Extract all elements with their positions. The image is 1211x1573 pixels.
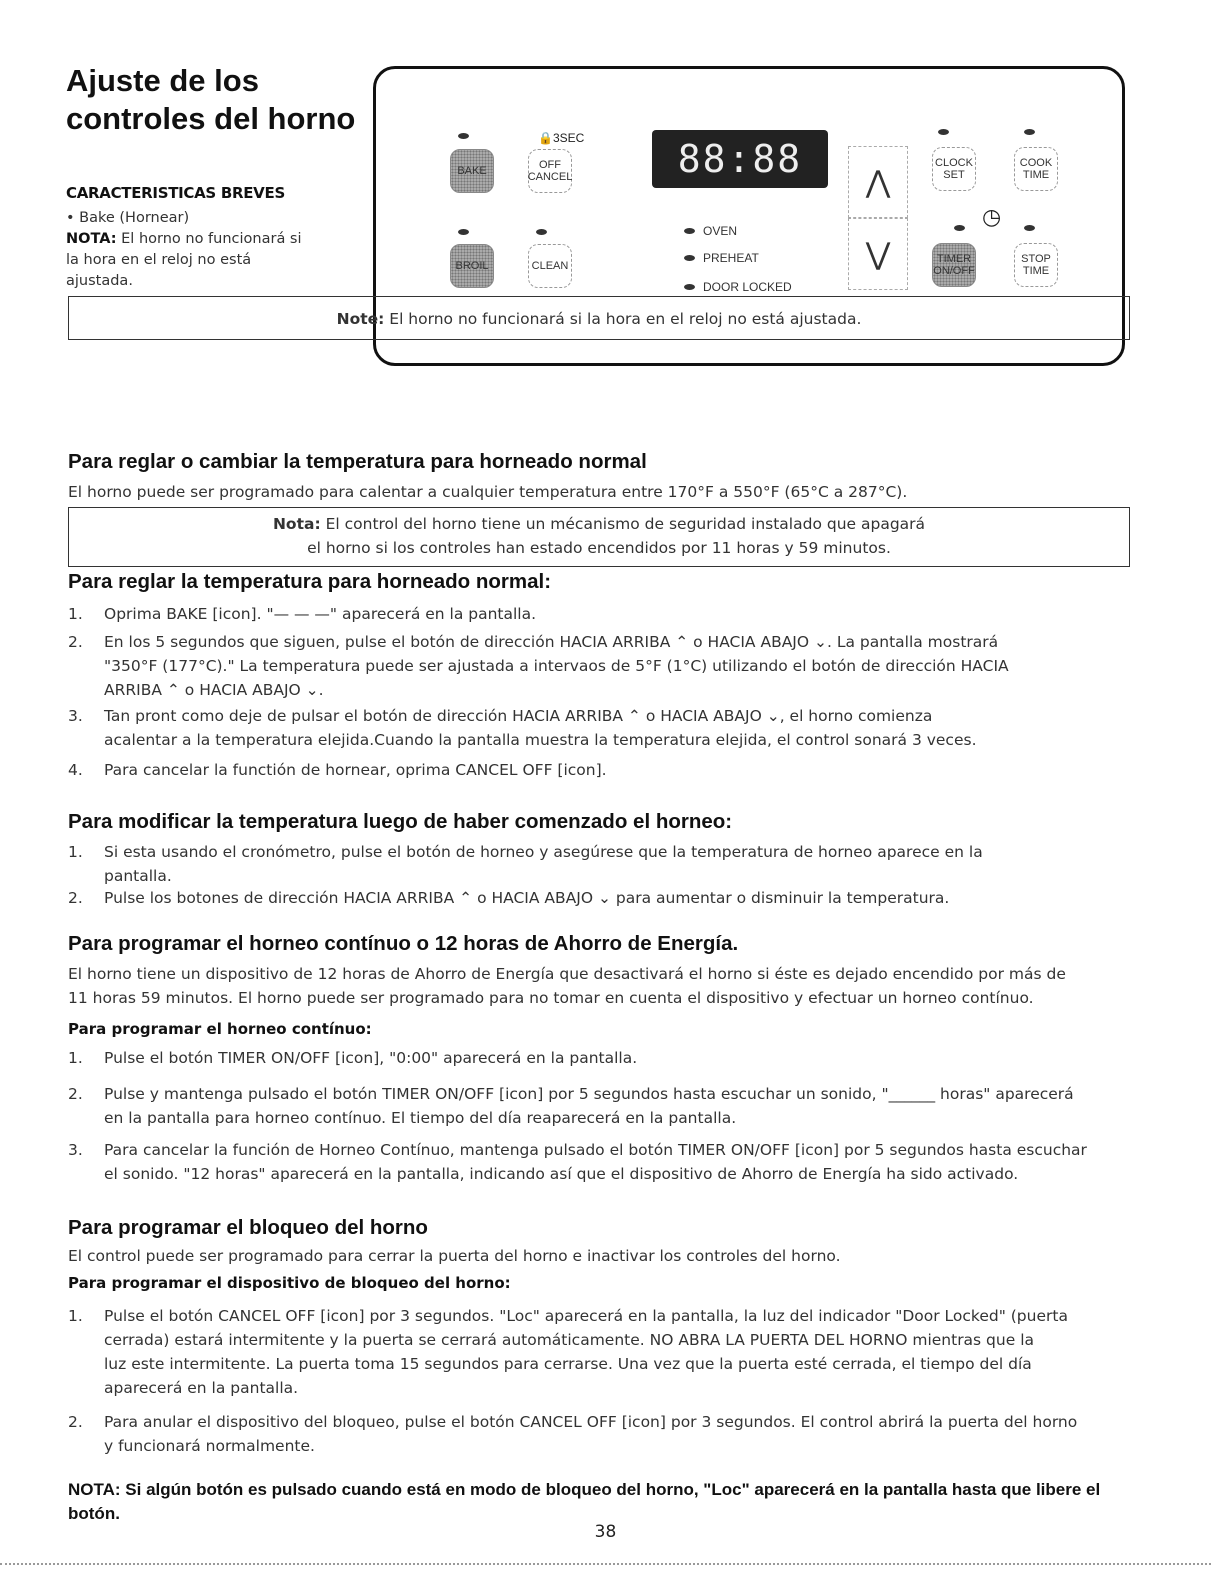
list-item: 1. Pulse el botón CANCEL OFF [icon] por 3 segundos. "Loc" aparecerá en la pantalla, la luz del indicador "Door Locked" (puerta cerrada) estará intermitente y la puerta se cerrará automáticamente. NO ABRA LA PUERTA DEL HORNO mientras que la luz este intermitente. La puerta toma 15 segundos para cerrarse. Una vez que la puerta esté cerrada, el tiempo del día aparecerá en la pantalla. (68, 1304, 1130, 1400)
oven-led (684, 228, 695, 234)
clean-button[interactable]: CLEAN (528, 244, 572, 288)
safety-note-line1 (69, 512, 1129, 536)
safety-note-text1: El control del horno tiene un mécanismo de seguridad instalado que apagará (320, 515, 926, 533)
oven-indicator (684, 224, 737, 238)
clock-display: 88:88 (652, 130, 828, 188)
paragraph-line: El horno tiene un dispositivo de 12 horas de Ahorro de Energía que desactivará el horno si éste es dejado encendido por más de (68, 965, 1066, 983)
paragraph-line: 11 horas 59 minutos. El horno puede ser programado para no tomar en cuenta el dispositivo y efectuar un horneo contínuo. (68, 989, 1034, 1007)
door-locked-led (684, 284, 695, 290)
section-text-temp-range: El horno puede ser programado para calentar a cualquier temperatura entre 170°F a 550°F (65°C a 287°C). (68, 483, 908, 501)
safety-note-box (68, 507, 1130, 567)
bottom-note: NOTA: Si algún botón es pulsado cuando está en modo de bloqueo del horno, "Loc" aparecerá en la pantalla hasta que libere el botón. (68, 1480, 1101, 1523)
timer-on-off-button[interactable]: TIMER ON/OFF (932, 243, 976, 287)
list-item-text: aparecerá en la pantalla. (104, 1379, 299, 1397)
stop-time-button[interactable]: STOP TIME (1014, 243, 1058, 287)
list-item-text: Para cancelar la functión de hornear, oprima CANCEL OFF [icon]. (104, 761, 607, 779)
stop-led (1024, 225, 1035, 231)
list-item-text: el sonido. "12 horas" aparecerá en la pantalla, indicando así que el dispositivo de Ahorro de Energía ha sido activado. (104, 1165, 1019, 1183)
up-arrow-button[interactable]: ⋀ (848, 146, 908, 218)
bake-button[interactable]: BAKE (450, 149, 494, 193)
door-locked-indicator (684, 280, 792, 294)
section-text-energy-saving (68, 962, 1138, 1010)
lock-icon: 🔒 (538, 131, 553, 145)
list-item-text: cerrada) estará intermitente y la puerta se cerrará automáticamente. NO ABRA LA PUERTA DEL HORNO mientras que la (104, 1331, 1034, 1349)
list-item: 2. Para anular el dispositivo del bloqueo, pulse el botón CANCEL OFF [icon] por 3 segundos. El control abrirá la puerta del horno y funcionará normalmente. (68, 1410, 1130, 1458)
page-title: Ajuste de los controles del horno (66, 63, 356, 136)
preheat-led (684, 255, 695, 261)
lock-label-text: 3SEC (552, 131, 585, 145)
clean-led (536, 229, 547, 235)
list-item-text: Oprima BAKE [icon]. "— — —" aparecerá en la pantalla. (104, 605, 537, 623)
down-arrow-button[interactable]: ⋁ (848, 218, 908, 290)
clock-icon: ◷ (982, 205, 1002, 230)
door-locked-label: DOOR LOCKED (703, 280, 792, 294)
section-heading-continuous-bake: Para programar el horneo contínuo o 12 horas de Ahorro de Energía. (68, 932, 739, 955)
section-heading-modify-temp: Para modificar la temperatura luego de haber comenzado el horneo: (68, 810, 733, 833)
list-item: 1. Oprima BAKE [icon]. "— — —" aparecerá en la pantalla. (68, 602, 1130, 626)
list-item: 1. Si esta usando el cronómetro, pulse el botón de horneo y asegúrese que la temperatura de horneo aparece en la pantalla. (68, 840, 1130, 888)
list-item-text: en la pantalla para horneo contínuo. El tiempo del día reaparecerá en la pantalla. (104, 1109, 737, 1127)
safety-note-line2: el horno si los controles han estado encendidos por 11 horas y 59 minutos. (307, 539, 891, 557)
section-text-lock: El control puede ser programado para cerrar la puerta del horno e inactivar los controles del horno. (68, 1247, 841, 1265)
note-text: El horno no funcionará si la hora en el reloj no está ajustada. (384, 310, 862, 328)
section-heading-normal-bake: Para reglar o cambiar la temperatura para horneado normal (68, 450, 647, 473)
subheading-lock: Para programar el dispositivo de bloqueo del horno: (68, 1274, 511, 1292)
list-item-text: Para cancelar la función de Horneo Contínuo, mantenga pulsado el botón TIMER ON/OFF [icon] por 5 segundos hasta escuchar (104, 1141, 1087, 1159)
page-number: 38 (594, 1522, 617, 1542)
list-item-text: Para anular el dispositivo del bloqueo, pulse el botón CANCEL OFF [icon] por 3 segundos. El control abrirá la puerta del horno (104, 1413, 1078, 1431)
list-item-text: Pulse y mantenga pulsado el botón TIMER ON/OFF [icon] por 5 segundos hasta escuchar un sonido, "______ horas" aparecerá (104, 1085, 1074, 1103)
list-item-text: Pulse el botón TIMER ON/OFF [icon], "0:00" aparecerá en la pantalla. (104, 1049, 638, 1067)
bottom-divider (0, 1563, 1211, 1565)
oven-label: OVEN (703, 224, 738, 238)
features-subhead: CARACTERISTICAS BREVES (66, 184, 285, 202)
sidebar-note-label: NOTA: (66, 231, 117, 247)
list-item: 2. Pulse los botones de dirección HACIA ARRIBA ⌃ o HACIA ABAJO ⌄ para aumentar o disminuir la temperatura. (68, 886, 1130, 910)
section-heading-set-temp: Para reglar la temperatura para horneado normal: (68, 570, 552, 593)
list-item-text: pantalla. (104, 867, 172, 885)
note-label: Note: (336, 310, 385, 328)
preheat-label: PREHEAT (703, 251, 759, 265)
list-item-text: En los 5 segundos que siguen, pulse el botón de dirección HACIA ARRIBA ⌃ o HACIA ABAJO ⌄. La pantalla mostrará (104, 633, 999, 651)
list-item-text: y funcionará normalmente. (104, 1437, 315, 1455)
clock-led (938, 129, 949, 135)
note-box (68, 296, 1130, 340)
list-item-text: Si esta usando el cronómetro, pulse el botón de horneo y asegúrese que la temperatura de horneo aparece en la (104, 843, 983, 861)
list-item-text: "350°F (177°C)." La temperatura puede ser ajustada a intervaos de 5°F (1°C) utilizando el botón de dirección HACIA (104, 657, 1009, 675)
sidebar-note-text: El horno no funcionará si la hora en el reloj no está ajustada. (66, 231, 302, 289)
list-item: 2. Pulse y mantenga pulsado el botón TIMER ON/OFF [icon] por 5 segundos hasta escuchar un sonido, "______ horas" aparecerá en la pantalla para horneo contínuo. El tiempo del día reaparecerá en la pantalla. (68, 1082, 1130, 1130)
lock-3sec-label (538, 131, 584, 145)
sidebar-note (66, 229, 316, 292)
broil-button[interactable]: BROIL (450, 244, 494, 288)
list-item: 4. Para cancelar la functión de hornear, oprima CANCEL OFF [icon]. (68, 758, 1130, 782)
list-item-text: luz este intermitente. La puerta toma 15 segundos para cerrarse. Una vez que la puerta esté cerrada, el tiempo del día (104, 1355, 1032, 1373)
list-item: 1. Pulse el botón TIMER ON/OFF [icon], "0:00" aparecerá en la pantalla. (68, 1046, 1130, 1070)
list-item-text: ARRIBA ⌃ o HACIA ABAJO ⌄. (104, 681, 324, 699)
cook-time-button[interactable]: COOK TIME (1014, 147, 1058, 191)
list-item: 2. En los 5 segundos que siguen, pulse el botón de dirección HACIA ARRIBA ⌃ o HACIA ABAJO ⌄. La pantalla mostrará "350°F (177°C)." La temperatura puede ser ajustada a intervaos de 5°F (1°C) utilizando el botón de dirección HACIA ARRIBA ⌃ o HACIA ABAJO ⌄. (68, 630, 1130, 702)
sidebar-text (66, 208, 316, 292)
list-item-text: Tan pront como deje de pulsar el botón de dirección HACIA ARRIBA ⌃ o HACIA ABAJO ⌄, el horno comienza (104, 707, 933, 725)
timer-led (954, 225, 965, 231)
broil-led (458, 229, 469, 235)
cancel-off-button[interactable]: OFF CANCEL (528, 149, 572, 193)
safety-note-label: Nota: (272, 515, 321, 533)
list-item-text: Pulse los botones de dirección HACIA ARRIBA ⌃ o HACIA ABAJO ⌄ para aumentar o disminuir la temperatura. (104, 889, 950, 907)
subheading-continuous: Para programar el horneo contínuo: (68, 1020, 372, 1038)
list-item: 3. Para cancelar la función de Horneo Contínuo, mantenga pulsado el botón TIMER ON/OFF [icon] por 5 segundos hasta escuchar el sonido. "12 horas" aparecerá en la pantalla, indicando así que el dispositivo de Ahorro de Energía ha sido activado. (68, 1138, 1130, 1186)
list-item-text: acalentar a la temperatura elejida.Cuando la pantalla muestra la temperatura elejida, el control sonará 3 veces. (104, 731, 977, 749)
bake-led (458, 133, 469, 139)
clock-set-button[interactable]: CLOCK SET (932, 147, 976, 191)
section-heading-oven-lock: Para programar el bloqueo del horno (68, 1216, 428, 1239)
feature-bullet: • Bake (Hornear) (66, 210, 190, 226)
list-item: 3. Tan pront como deje de pulsar el botón de dirección HACIA ARRIBA ⌃ o HACIA ABAJO ⌄, el horno comienza acalentar a la temperatura elejida.Cuando la pantalla muestra la temperatura elejida, el control sonará 3 veces. (68, 704, 1130, 752)
list-item-text: Pulse el botón CANCEL OFF [icon] por 3 segundos. "Loc" aparecerá en la pantalla, la luz del indicador "Door Locked" (puerta (104, 1307, 1068, 1325)
cook-led (1024, 129, 1035, 135)
preheat-indicator (684, 251, 759, 265)
